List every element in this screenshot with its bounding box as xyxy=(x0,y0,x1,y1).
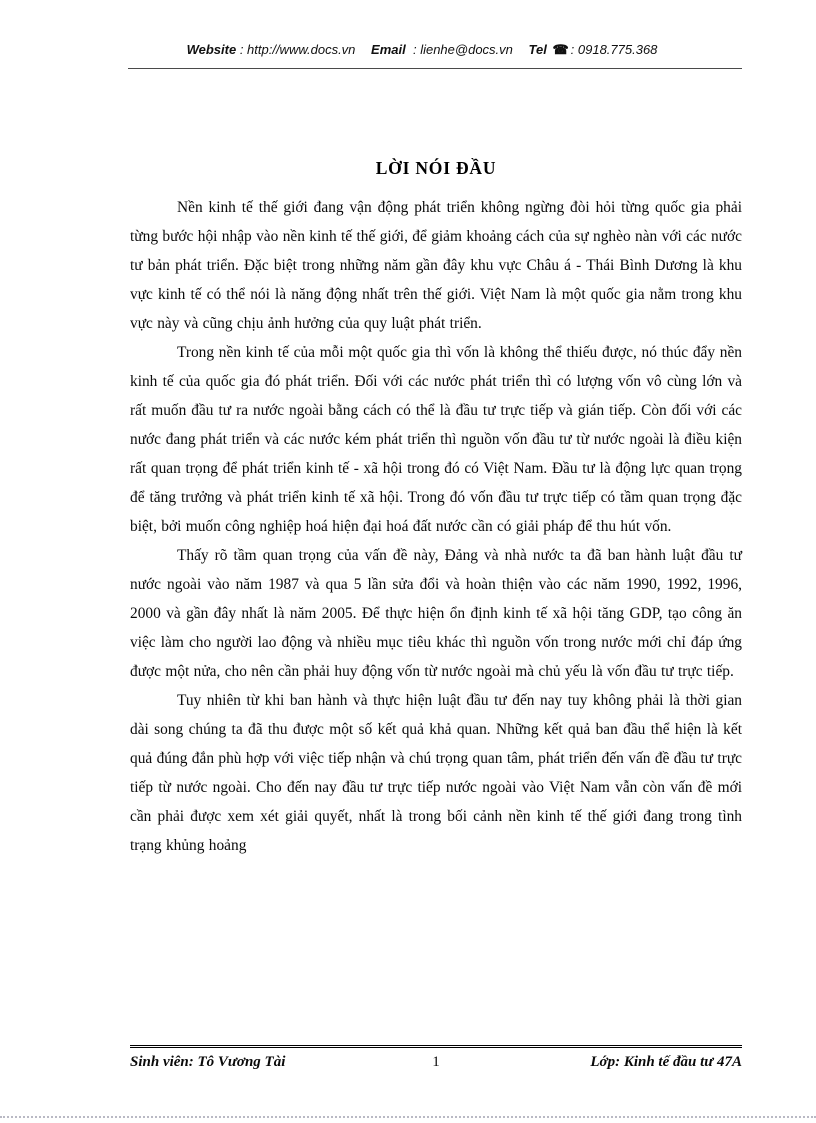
header-email xyxy=(371,42,513,57)
website-label: Website xyxy=(186,42,237,57)
paragraph-2: Trong nền kinh tế của mỗi một quốc gia thì vốn là không thể thiếu được, nó thúc đẩy nền kinh tế của quốc gia đó phát triển. Đối với các nước phát triển thì có lượng vốn vô cùng lớn và rất muốn đầu tư ra nước ngoài bằng cách có thể là đầu tư trực tiếp và gián tiếp. Còn đối với các nước đang phát triển và các nước kém phát triển thì nguồn vốn đầu tư từ nước ngoài là điều kiện rất quan trọng để phát triển kinh tế - xã hội trong đó có Việt Nam. Đầu tư là động lực quan trọng để tăng trưởng và phát triển kinh tế xã hội. Trong đó vốn đầu tư trực tiếp có tầm quan trọng đặc biệt, bởi muốn công nghiệp hoá hiện đại hoá đất nước cần có giải pháp để thu hút vốn. xyxy=(130,344,742,535)
phone-icon: ☎ xyxy=(552,42,569,57)
tel-label: Tel xyxy=(528,42,547,57)
paragraph-1: Nền kinh tế thế giới đang vận động phát triển không ngừng đòi hỏi từng quốc gia phải từng bước hội nhập vào nền kinh tế thế giới, để giảm khoảng cách của sự nghèo nàn với các nước tư bản phát triển. Đặc biệt trong những năm gần đây khu vực Châu á - Thái Bình Dương là khu vực kinh tế có thể nói là năng động nhất trên thế giới. Việt Nam là một quốc gia nằm trong khu vực này và cũng chịu ảnh hưởng của quy luật phát triển. xyxy=(130,199,742,332)
footer-page-number: 1 xyxy=(432,1054,440,1070)
page-footer xyxy=(130,1054,742,1071)
page-boundary-dotted-line xyxy=(0,1116,816,1118)
email-label: Email xyxy=(371,42,406,57)
header-divider xyxy=(128,68,742,69)
footer-student-name: Sinh viên: Tô Vương Tài xyxy=(130,1054,286,1070)
website-value: : http://www.docs.vn xyxy=(239,42,356,57)
page-header xyxy=(102,42,742,58)
header-website xyxy=(187,42,356,57)
tel-value: : 0918.775.368 xyxy=(570,42,658,57)
footer-class-name: Lớp: Kinh tế đầu tư 47A xyxy=(590,1054,742,1070)
footer-divider xyxy=(130,1045,742,1048)
paragraph-3: Thấy rõ tầm quan trọng của vấn đề này, Đảng và nhà nước ta đã ban hành luật đầu tư nước ngoài vào năm 1987 và qua 5 lần sửa đổi và hoàn thiện vào các năm 1990, 1992, 1996, 2000 và gần đây nhất là năm 2005. Để thực hiện ổn định kinh tế xã hội tăng GDP, tạo công ăn việc làm cho người lao động và nhiều mục tiêu khác thì nguồn vốn trong nước mới chỉ đáp ứng được một nửa, cho nên cần phải huy động vốn từ nước ngoài mà chủ yếu là vốn đầu tư trực tiếp. xyxy=(130,547,742,680)
header-tel xyxy=(529,42,658,57)
page-title: LỜI NÓI ĐẦU xyxy=(375,158,497,178)
email-value: : lienhe@docs.vn xyxy=(412,42,513,57)
document-body xyxy=(130,193,742,860)
paragraph-4: Tuy nhiên từ khi ban hành và thực hiện luật đầu tư đến nay tuy không phải là thời gian dài song chúng ta đã thu được một số kết quả khả quan. Những kết quả ban đầu thể hiện là kết quả đúng đắn phù hợp với việc tiếp nhận và chú trọng quan tâm, phát triển đến vấn đề đầu tư trực tiếp từ nước ngoài. Cho đến nay đầu tư trực tiếp nước ngoài vào Việt Nam vẫn còn vấn đề mới cần phải được xem xét giải quyết, nhất là trong bối cảnh nền kinh tế thế giới đang trong tình trạng khủng hoảng xyxy=(130,692,742,854)
